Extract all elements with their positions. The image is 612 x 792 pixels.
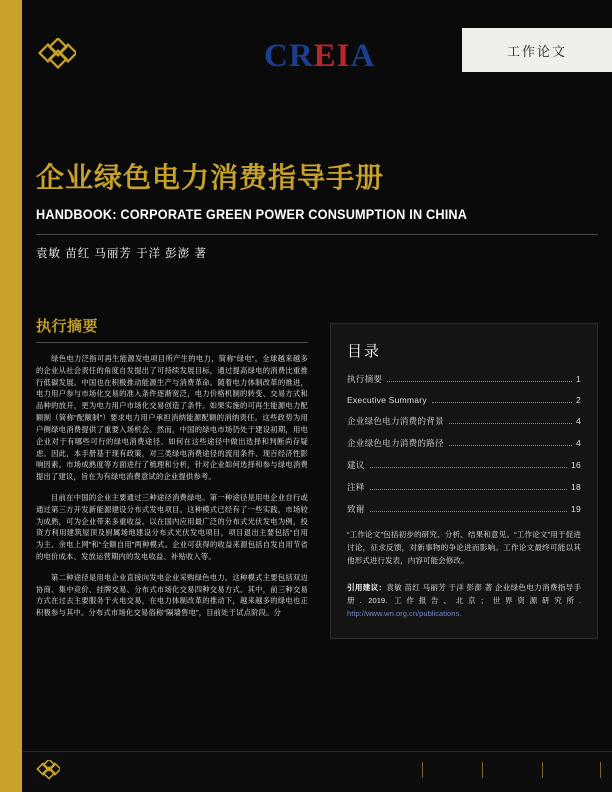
brand-part-1: CR [264, 38, 314, 74]
left-accent-bar [0, 0, 22, 792]
toc-entry[interactable] [347, 415, 581, 427]
toc-leader-dots [387, 380, 572, 382]
citation-block [347, 582, 581, 621]
toc-entry-page: 16 [571, 460, 581, 470]
brand-wordmark [264, 38, 375, 75]
section-heading: 执行摘要 [36, 318, 99, 335]
toc-entry[interactable] [347, 503, 581, 515]
page-footer [22, 751, 612, 792]
working-paper-note: “工作论文”包括初步的研究、分析、结果和意见。“工作论文”用于促进讨论，征求反馈，对新事物的争论进而影响。工作论文最终可能以其他形式进行发表，内容可能会修改。 [347, 530, 581, 565]
citation-label: 引用建议： [347, 582, 387, 592]
toc-leader-dots [449, 444, 572, 446]
toc-entry[interactable] [347, 373, 581, 385]
body-columns [36, 315, 598, 732]
toc-leader-dots [370, 466, 567, 468]
toc-entry[interactable] [347, 481, 581, 493]
toc-entry[interactable] [347, 437, 581, 449]
toc-title: 目录 [347, 343, 382, 360]
toc-entry-label: 执行摘要 [347, 374, 383, 384]
brand-part-2: EI [313, 38, 351, 74]
executive-summary-column [36, 315, 308, 626]
toc-entry[interactable] [347, 459, 581, 471]
section-divider [36, 342, 308, 343]
title-divider [36, 234, 598, 235]
toc-entry[interactable] [347, 395, 581, 405]
toc-entry-label: 企业绿色电力消费的路径 [347, 438, 444, 448]
toc-entry-page: 4 [576, 416, 581, 426]
toc-entry-page: 4 [576, 438, 581, 448]
toc-leader-dots [432, 401, 572, 403]
page-header [22, 0, 612, 92]
footer-tick-marks [422, 762, 602, 778]
summary-paragraph-text: 目前在中国的企业主要通过三种途径消费绿电。第一种途径是用电企业自行或通过第三方开发新能源建设分布式发电项目。这种模式已经有了一些实践，市场较为成熟，可为企业带来多重收益。以在国内应用最广泛的分布式光伏发电为例，投资方利用建筑屋顶及厨属场地建设分布式光伏发电项目，项目退出主要包括“自用为主、余电上网”和“全额自用”两种模式。企业可获得的收益来源包括自发自用节省的电价成本、发放运营期内的发电收益、补贴收入等。 [36, 492, 308, 561]
summary-paragraph-text: 绿色电力泛指可再生能源发电项目所产生的电力，简称“绿电”。全球越来越多的企业从社会责任的角度自发提出了可持续发展目标，通过提高绿电的消费比重推行低碳发展。中国也在积极推动能源生产与消费革命。随着电力体制改革的推进，电力用户参与市场化交易的准入条件逐渐宽泛，电力价格机制的转变、交易方式和品种的放开，更为电力用户市场化交易创造了条件。如果实施的可再生能源电力配额制（简称“配额制”）要求电力用户承担消纳能源配额的消纳责任。这些政势为用户侧绿电消费提供了重要入场机会。然而，中国的绿电市场仍处于建设初期，用电企业对于有哪些可行的绿电消费途径、如何在这些途径中做出选择和判断尚存疑虑。因此，本手册基于现有政策，对三类绿电消费途径的流用条件、现百经济性影响因素、市场成熟度等方面进行了梳理和分析，针对企业如何选择和参与绿电消费提出了建议，旨在为有绿电消费意试的企业提供参考。 [36, 354, 308, 482]
toc-leader-dots [370, 488, 567, 490]
summary-paragraph [36, 572, 308, 619]
working-paper-badge: 工作论文 [462, 28, 612, 72]
toc-entry-label: 注释 [347, 482, 365, 492]
diamond-lattice-logo-small-icon [36, 760, 58, 780]
toc-entry-label: 建议 [347, 460, 365, 470]
brand-part-3: A [350, 38, 376, 74]
title-block [22, 162, 612, 261]
toc-entry-page: 2 [576, 395, 581, 405]
citation-text: 袁敏 苗红 马丽芳 于洋 彭澎 著 企业绿色电力消费指导手册. 2019. 工作报告、北京；世界资源研究所. [347, 582, 582, 605]
toc-entry-page: 19 [571, 504, 581, 514]
summary-paragraph [36, 353, 308, 483]
page-subtitle: HANDBOOK: CORPORATE GREEN POWER CONSUMPTION IN CHINA [36, 207, 468, 223]
toc-entry-page: 1 [576, 374, 581, 384]
toc-entry-page: 18 [571, 482, 581, 492]
toc-entry-label: 企业绿色电力消费的背景 [347, 416, 444, 426]
authors-line: 袁敏 苗红 马丽芳 于洋 彭澎 著 [36, 248, 207, 261]
toc-leader-dots [449, 422, 572, 424]
toc-leader-dots [370, 510, 567, 512]
toc-entry-label: 致谢 [347, 504, 365, 514]
summary-paragraph [36, 492, 308, 563]
toc-entry-label: Executive Summary [347, 395, 427, 405]
page-content [22, 0, 612, 792]
summary-paragraph-text: 第二种途径是用电企业直接向发电企业采购绿色电力。这种模式主要包括双边协商、集中竞价、挂牌交易、分布式市场化交易四种交易方式。其中，前三种交易方式在过去主要服务于火电交易，在电力体制改革的推动下，越来越多的绿电也正积极参与其中。分布式市场化交易俗称“隔墙售电”，目前处于试点阶段。分 [36, 572, 308, 618]
page-title: 企业绿色电力消费指导手册 [36, 162, 385, 193]
diamond-lattice-logo-icon [36, 38, 76, 72]
citation-url[interactable]: http://www.wri.org.cn/publications. [347, 608, 462, 618]
table-of-contents-card [330, 323, 598, 639]
